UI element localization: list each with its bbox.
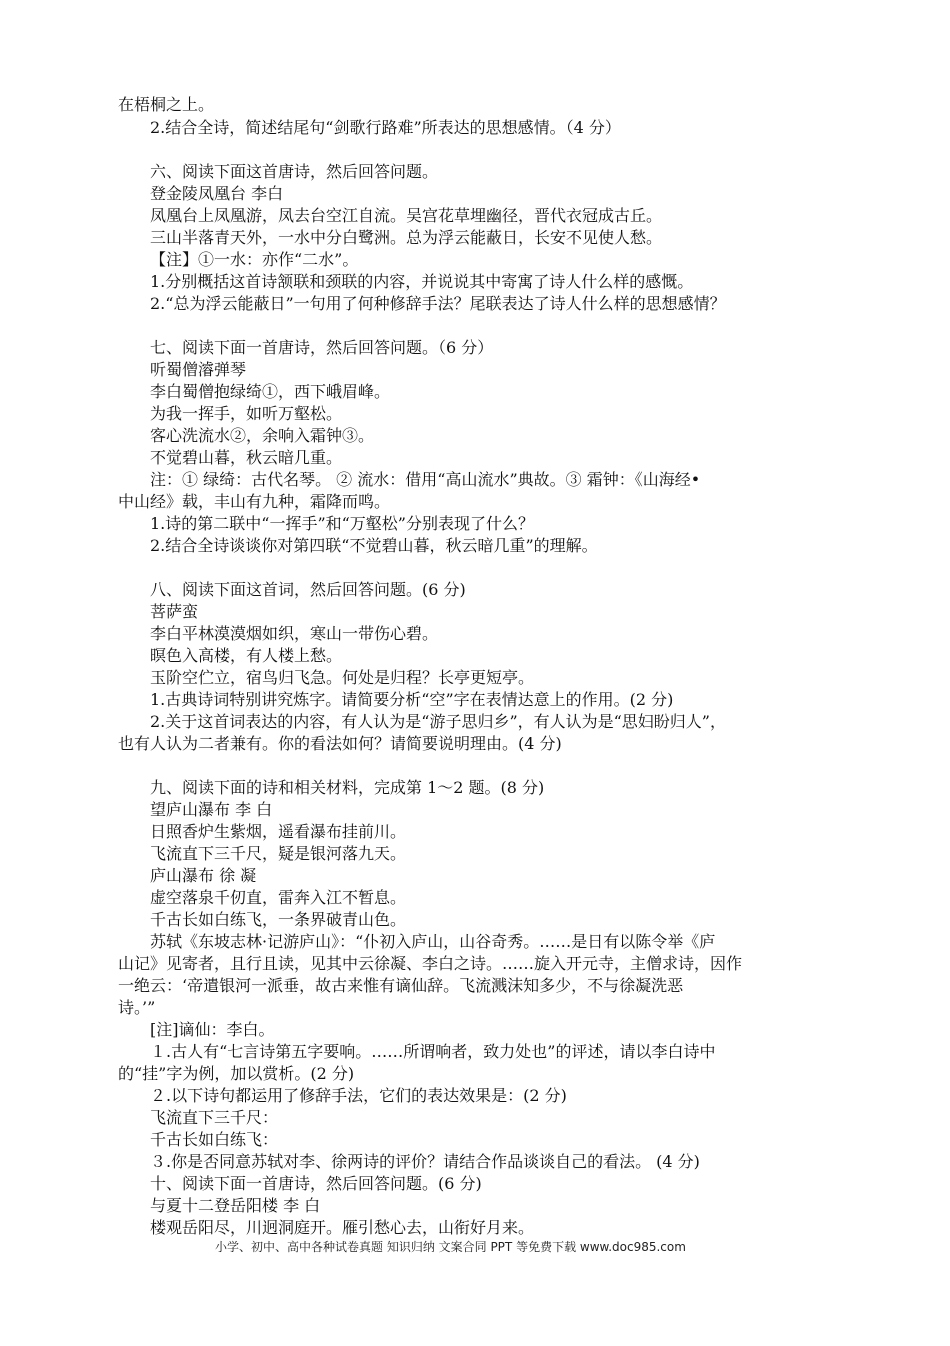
text-line: 注：① 绿绮：古代名琴。 ② 流水：借用“高山流水”典故。③ 霜钟：《山海经• [150, 470, 701, 489]
text-line: 菩萨蛮 [150, 602, 199, 621]
text-line: 李白蜀僧抱绿绮①，西下峨眉峰。 [150, 382, 391, 401]
text-line: 也有人认为二者兼有。你的看法如何？请简要说明理由。(4 分) [118, 734, 562, 753]
text-line: 玉阶空伫立，宿鸟归飞急。何处是归程？长亭更短亭。 [150, 668, 535, 687]
text-line: 【注】①一水：亦作“二水”。 [150, 250, 359, 269]
text-line: 千古长如白练飞，一条界破青山色。 [150, 910, 407, 929]
text-line: 听蜀僧濬弹琴 [150, 360, 247, 379]
page-footer: 小学、初中、高中各种试卷真题 知识归纳 文案合同 PPT 等免费下载 www.doc985.com [215, 1240, 686, 1254]
text-line: 飞流直下三千尺，疑是银河落九天。 [150, 844, 407, 863]
text-line: 八、阅读下面这首词，然后回答问题。(6 分) [150, 580, 466, 599]
text-line: 1.古典诗词特别讲究炼字。请简要分析“空”字在表情达意上的作用。(2 分) [150, 690, 674, 709]
text-line: 1.诗的第二联中“一挥手”和“万壑松”分别表现了什么？ [150, 514, 534, 533]
text-line: 九、阅读下面的诗和相关材料，完成第 1～2 题。(8 分) [150, 778, 545, 797]
text-line: 暝色入高楼，有人楼上愁。 [150, 646, 343, 665]
text-line: 飞流直下三千尺： [150, 1108, 279, 1127]
text-line: 在梧桐之上。 [118, 95, 215, 114]
text-line: 1.分别概括这首诗颔联和颈联的内容，并说说其中寄寓了诗人什么样的感慨。 [150, 272, 694, 291]
text-line: 庐山瀑布 徐 凝 [150, 866, 257, 885]
text-line: 的“挂”字为例，加以赏析。(2 分) [118, 1064, 355, 1083]
text-line: 望庐山瀑布 李 白 [150, 800, 273, 819]
text-line: 诗。’” [118, 998, 156, 1017]
text-line: 楼观岳阳尽，川迥洞庭开。雁引愁心去，山衔好月来。 [150, 1218, 535, 1237]
text-line: 为我一挥手，如听万壑松。 [150, 404, 343, 423]
text-line: 七、阅读下面一首唐诗，然后回答问题。（6 分） [150, 338, 494, 357]
text-line: 一绝云：‘帝遣银河一派垂，故古来惟有谪仙辞。飞流溅沫知多少，不与徐凝洗恶 [118, 976, 684, 995]
text-line: 2.结合全诗，简述结尾句“剑歌行路难”所表达的思想感情。（4 分） [150, 118, 621, 137]
text-line: 虚空落泉千仞直，雷奔入江不暂息。 [150, 888, 407, 907]
text-line: 十、阅读下面一首唐诗，然后回答问题。(6 分) [150, 1174, 482, 1193]
text-line: 苏轼《东坡志林·记游庐山》：“仆初入庐山，山谷奇秀。……是日有以陈令举《庐 [150, 932, 716, 951]
text-line: [注]谪仙：李白。 [150, 1020, 275, 1039]
text-line: ３.你是否同意苏轼对李、徐两诗的评价？请结合作品谈谈自己的看法。 (4 分) [150, 1152, 700, 1171]
text-line: 山记》见寄者，且行且读，见其中云徐凝、李白之诗。……旋入开元寺，主僧求诗，因作 [118, 954, 743, 973]
text-line: ２.以下诗句都运用了修辞手法，它们的表达效果是：(2 分) [150, 1086, 567, 1105]
text-line: 登金陵凤凰台 李白 [150, 184, 284, 203]
text-line: 中山经》载，丰山有九种，霜降而鸣。 [118, 492, 391, 511]
text-line: 不觉碧山暮，秋云暗几重。 [150, 448, 343, 467]
text-line: 三山半落青天外，一水中分白鹭洲。总为浮云能蔽日，长安不见使人愁。 [150, 228, 663, 247]
text-line: 与夏十二登岳阳楼 李 白 [150, 1196, 321, 1215]
text-line: １.古人有“七言诗第五字要响。……所谓响者，致力处也”的评述，请以李白诗中 [150, 1042, 716, 1061]
text-line: 2.关于这首词表达的内容，有人认为是“游子思归乡”，有人认为是“思妇盼归人”， [150, 712, 726, 731]
text-line: 2.结合全诗谈谈你对第四联“不觉碧山暮，秋云暗几重”的理解。 [150, 536, 598, 555]
text-line: 客心洗流水②，余响入霜钟③。 [150, 426, 375, 445]
text-line: 凤凰台上凤凰游，凤去台空江自流。吴宫花草埋幽径，晋代衣冠成古丘。 [150, 206, 663, 225]
text-line: 六、阅读下面这首唐诗，然后回答问题。 [150, 162, 439, 181]
text-line: 千古长如白练飞： [150, 1130, 279, 1149]
text-line: 2.“总为浮云能蔽日”一句用了何种修辞手法？尾联表达了诗人什么样的思想感情？ [150, 294, 726, 313]
text-line: 日照香炉生紫烟，遥看瀑布挂前川。 [150, 822, 407, 841]
text-line: 李白平林漠漠烟如织，寒山一带伤心碧。 [150, 624, 439, 643]
